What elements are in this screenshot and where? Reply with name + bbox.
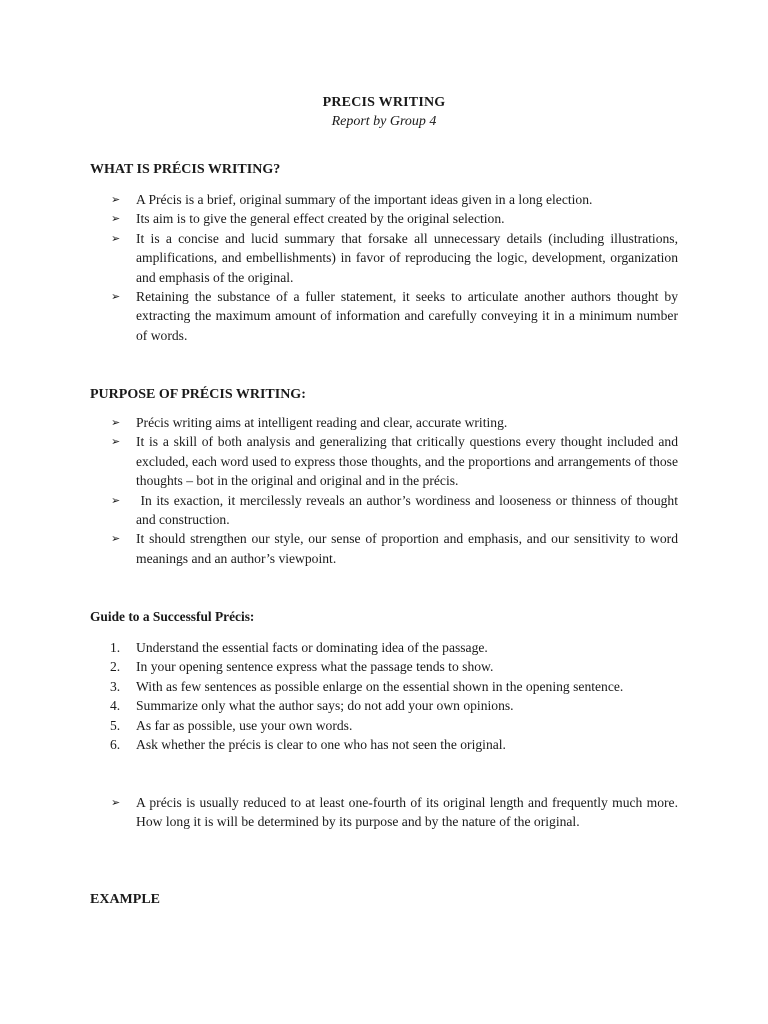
list-item: ➢ It is a skill of both analysis and generalizing that critically questions every thought included and excluded, each word used to express those thoughts, and the proportions and arrangements of those thoughts – bot in the original and original and in the précis. bbox=[111, 434, 678, 489]
list-number: 1. bbox=[110, 640, 121, 655]
list-item: ➢ Its aim is to give the general effect created by the original selection. bbox=[111, 211, 505, 227]
list-number: 2. bbox=[110, 659, 121, 675]
list-item: 2. In your opening sentence express what the passage tends to show. bbox=[110, 657, 678, 676]
document-subtitle: Report by Group 4 bbox=[331, 114, 437, 129]
list-item: 3. With as few sentences as possible enlarge on the essential shown in the opening sentence. bbox=[110, 677, 678, 696]
arrowhead-bullet-icon: ➢ bbox=[111, 231, 121, 245]
section-heading-guide: Guide to a Successful Précis: bbox=[90, 609, 255, 624]
document-title: PRECIS WRITING bbox=[322, 95, 446, 110]
arrowhead-bullet-icon: ➢ bbox=[111, 796, 121, 809]
arrowhead-bullet-icon: ➢ bbox=[111, 532, 121, 546]
example-heading: EXAMPLE bbox=[90, 892, 160, 907]
list-item: 6. Ask whether the précis is clear to one who has not seen the original. bbox=[110, 735, 678, 754]
list-item: 1. Understand the essential facts or dominating idea of the passage. bbox=[110, 638, 678, 657]
list-number: 6. bbox=[110, 737, 121, 753]
list-item: 5. As far as possible, use your own words. bbox=[110, 716, 678, 735]
list-item: ➢ Précis writing aims at intelligent reading and clear, accurate writing. bbox=[111, 415, 508, 430]
list-item: ➢ Retaining the substance of a fuller statement, it seeks to articulate another authors thought by extracting the maximum amount of information and carefully conveying it in a minimum number of words. bbox=[111, 289, 678, 343]
list-number: 4. bbox=[110, 698, 121, 714]
list-item: ➢ It is a concise and lucid summary that forsake all unnecessary details (including illustrations, amplifications, and embellishments) in favor of reproducing the logic, development, organization and emphasis of the original. bbox=[111, 230, 678, 285]
arrowhead-bullet-icon: ➢ bbox=[111, 416, 121, 429]
list-item: ➢ A Précis is a brief, original summary of the important ideas given in a long election. bbox=[111, 192, 593, 207]
arrowhead-bullet-icon: ➢ bbox=[111, 212, 121, 226]
bullet-list-purpose bbox=[110, 413, 682, 568]
arrowhead-bullet-icon: ➢ bbox=[111, 193, 121, 206]
bullet-list-length-note bbox=[110, 793, 678, 832]
arrowhead-bullet-icon: ➢ bbox=[111, 290, 121, 304]
section-heading-purpose: PURPOSE OF PRÉCIS WRITING: bbox=[90, 387, 306, 402]
bullet-list-what-is bbox=[110, 190, 678, 345]
list-item: 4. Summarize only what the author says; do not add your own opinions. bbox=[110, 696, 678, 715]
section-heading-what-is: WHAT IS PRÉCIS WRITING? bbox=[90, 162, 281, 177]
list-number: 3. bbox=[110, 678, 121, 694]
arrowhead-bullet-icon: ➢ bbox=[111, 435, 121, 449]
arrowhead-bullet-icon: ➢ bbox=[111, 493, 121, 507]
list-item: ➢ It should strengthen our style, our sense of proportion and emphasis, and our sensitivity to word meanings and an author’s viewpoint. bbox=[111, 531, 678, 566]
list-number: 5. bbox=[110, 717, 121, 733]
numbered-list-guide bbox=[110, 638, 678, 754]
list-item: ➢ A précis is usually reduced to at least one-fourth of its original length and frequently much more. How long it is will be determined by its purpose and by the nature of the original. bbox=[111, 795, 678, 830]
list-item: ➢ In its exaction, it mercilessly reveals an author’s wordiness and looseness or thinness of thought and construction. bbox=[111, 492, 682, 528]
